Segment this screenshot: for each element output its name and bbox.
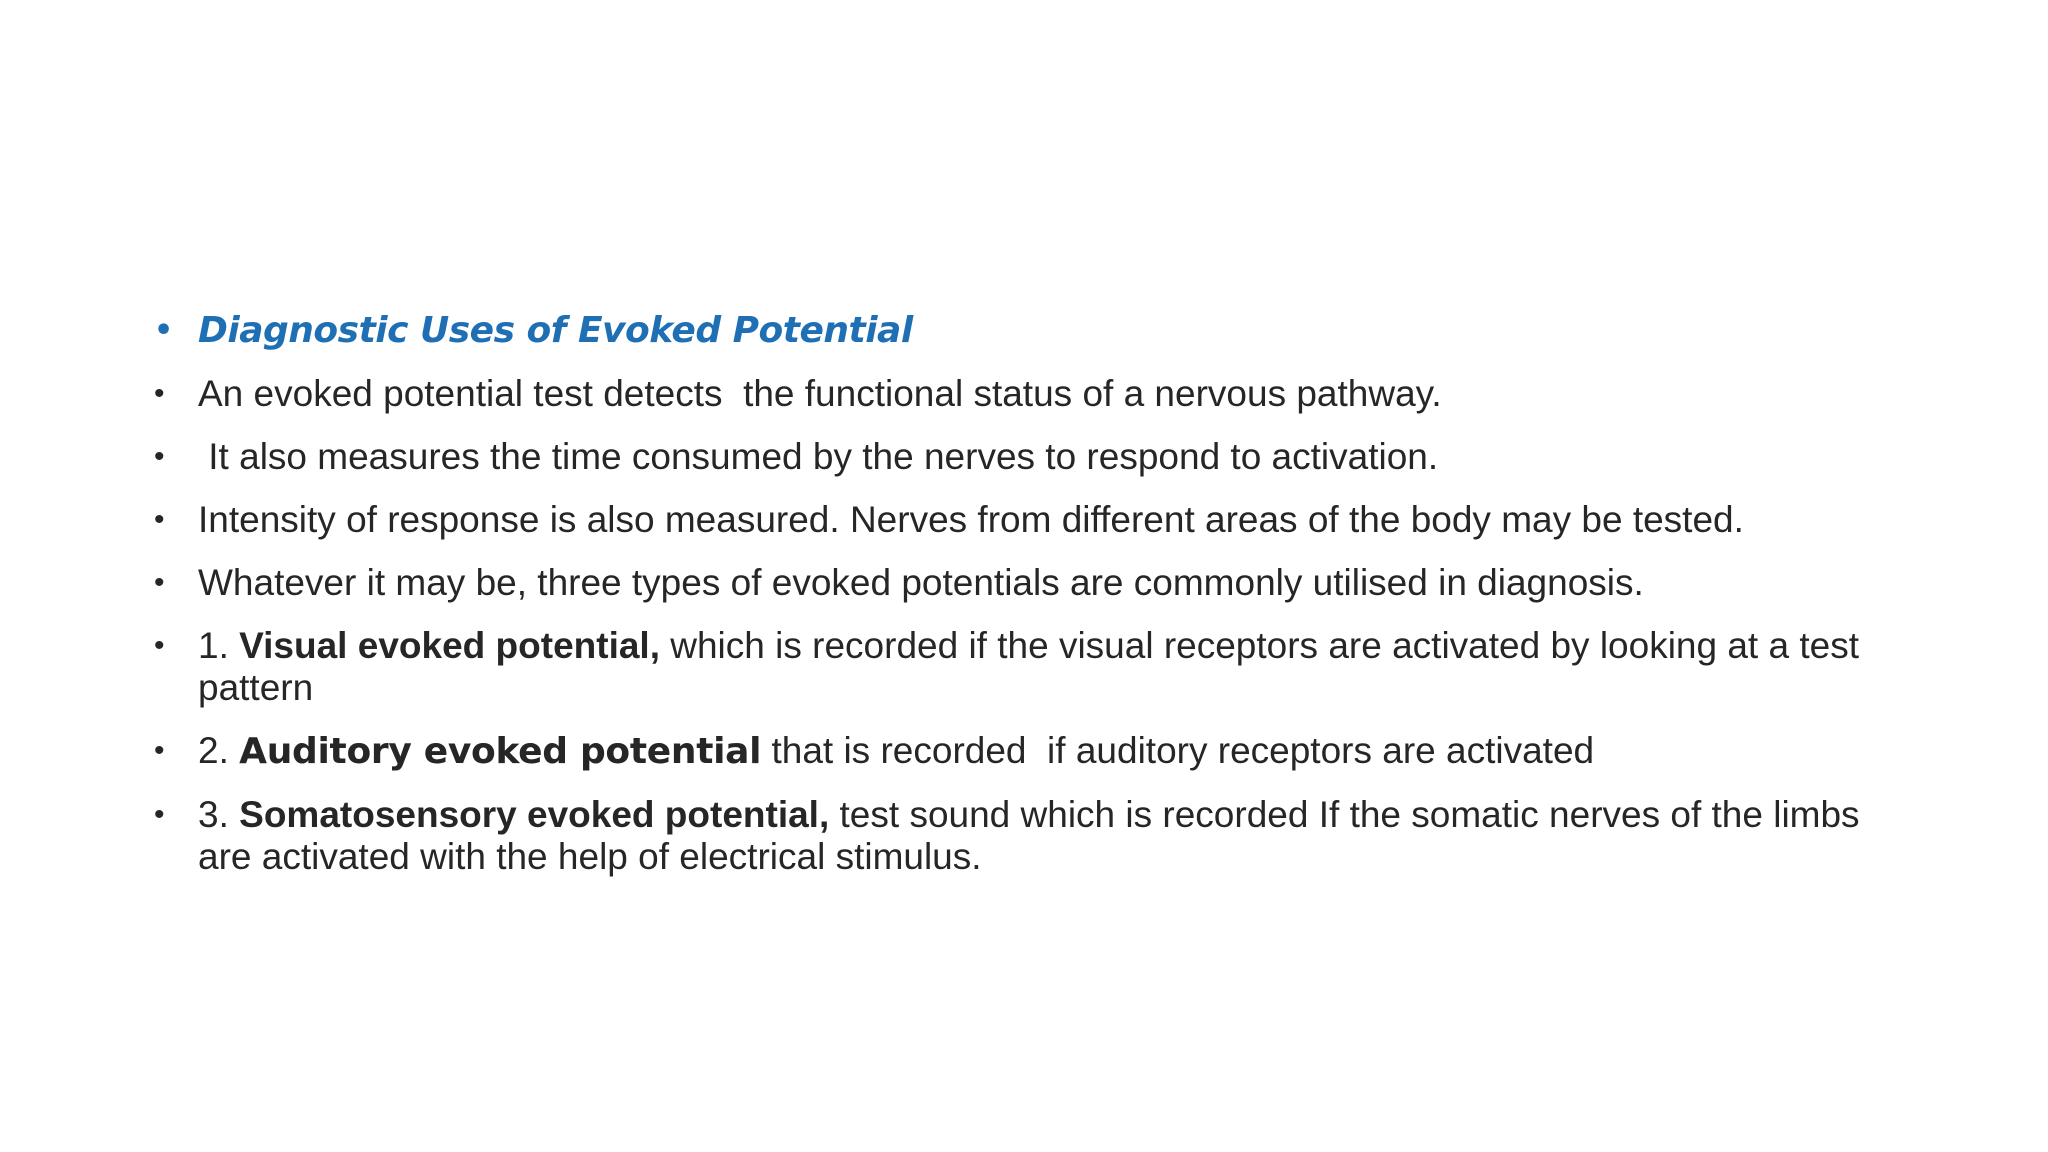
type-description: which is recorded if the visual receptors are activated by looking at a test pattern: [198, 625, 1870, 708]
bullet-point: [154, 373, 1894, 415]
type-number: 2.: [198, 730, 240, 771]
section-heading: [154, 310, 1894, 352]
bullet-point: [154, 562, 1894, 604]
bullet-point: [154, 499, 1894, 541]
heading-text: Diagnostic Uses of Evoked Potential: [198, 310, 913, 351]
bullet-text: It also measures the time consumed by the nerves to respond to activation.: [198, 436, 1439, 477]
bullet-text: Whatever it may be, three types of evoked potentials are commonly utilised in diagnosis.: [198, 562, 1644, 603]
type-number: 3.: [198, 794, 240, 835]
type-number: 1.: [198, 625, 240, 666]
bullet-dot: •: [154, 313, 173, 348]
type-term: Visual evoked potential,: [239, 625, 660, 666]
bullet-text: An evoked potential test detects the functional status of a nervous pathway.: [198, 373, 1442, 414]
bullet-text: Intensity of response is also measured. Nerves from different areas of the body may be tested.: [198, 499, 1744, 540]
bullet-dot: •: [154, 440, 165, 473]
type-description: test sound which is recorded If the somatic nerves of the limbs are activated with the help of electrical stimulus.: [198, 794, 1870, 877]
evoked-potential-type-visual: [154, 625, 1894, 709]
evoked-potential-type-auditory: [154, 730, 1894, 773]
type-term: Somatosensory evoked potential,: [239, 794, 830, 835]
type-term: Auditory evoked potential: [239, 731, 762, 772]
bullet-point: [154, 436, 1894, 478]
bullet-dot: •: [154, 798, 165, 831]
bullet-dot: •: [154, 503, 165, 536]
bullet-dot: •: [154, 734, 165, 767]
bullet-dot: •: [154, 377, 165, 410]
type-description: that is recorded if auditory receptors are activated: [761, 730, 1595, 771]
evoked-potential-type-somatosensory: [154, 794, 1894, 878]
bullet-dot: •: [154, 566, 165, 599]
bullet-dot: •: [154, 629, 165, 662]
bullet-list: [154, 310, 1894, 899]
